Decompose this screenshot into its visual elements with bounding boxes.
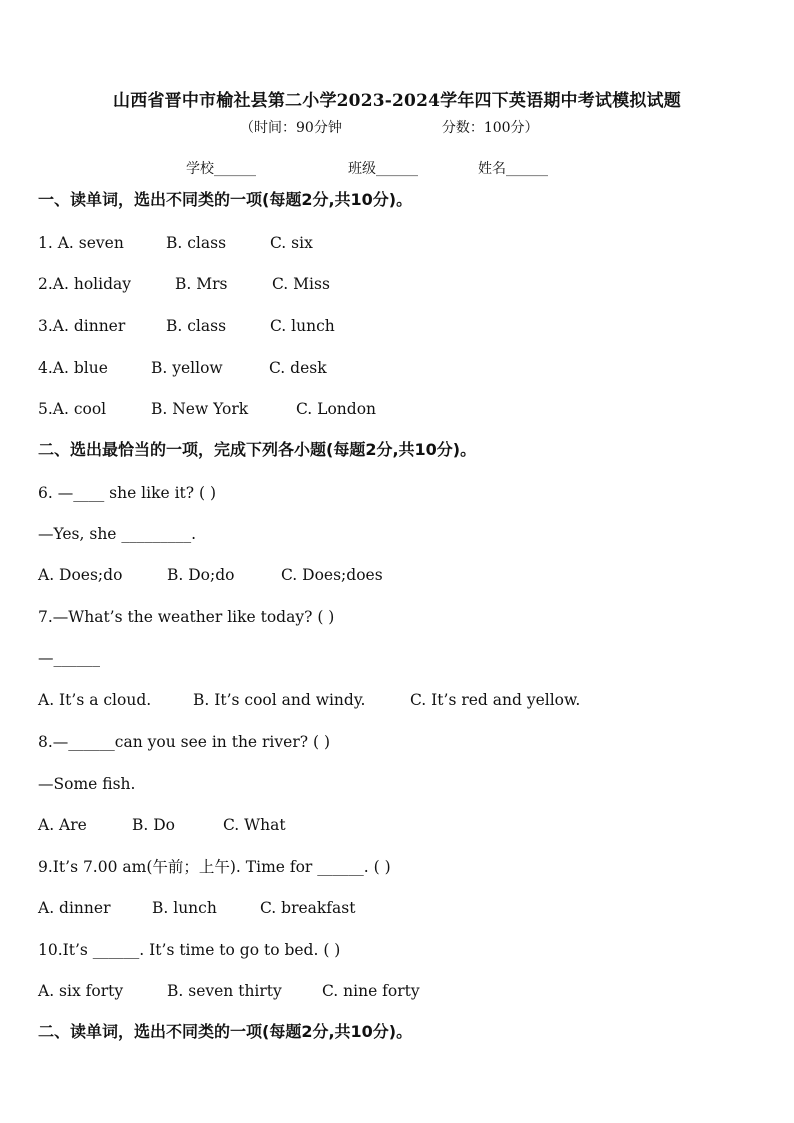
exam-time: （时间：90分钟 (240, 120, 342, 136)
question-8-option-b: B. Do (132, 816, 176, 834)
section-heading-1: 一、读单词，选出不同类的一项(每题2分,共10分)。 (38, 190, 413, 209)
question-6-option-c: C. Does;does (281, 566, 383, 584)
question-3-option-b: B. class (166, 317, 227, 335)
question-2-option-b: B. Mrs (175, 275, 228, 293)
question-9-option-b: B. lunch (152, 899, 217, 917)
question-1-option-a: 1. A. seven (38, 234, 124, 252)
question-4-option-b: B. yellow (151, 359, 223, 377)
question-9-option-a: A. dinner (38, 899, 111, 917)
question-5-option-c: C. London (296, 400, 377, 418)
question-2-option-c: C. Miss (272, 275, 330, 293)
question-10-option-a: A. six forty (38, 982, 124, 1000)
question-8-stem: 8.—______can you see in the river? ( ) (38, 733, 330, 751)
question-8-option-c: C. What (223, 816, 286, 834)
class-field: 班级______ (348, 161, 418, 177)
student-info (186, 158, 548, 178)
question-5-option-a: 5.A. cool (38, 400, 107, 418)
question-7-option-a: A. It’s a cloud. (38, 691, 152, 709)
question-6-stem: 6. —____ she like it? ( ) (38, 484, 217, 502)
question-6-option-b: B. Do;do (167, 566, 235, 584)
name-field: 姓名______ (478, 161, 548, 177)
question-6-option-a: A. Does;do (38, 566, 123, 584)
question-10-stem: 10.It’s ______. It’s time to go to bed. ( ) (38, 941, 341, 959)
exam-score: 分数：100分） (441, 120, 539, 136)
exam-meta (240, 117, 539, 137)
section-heading-3: 二、读单词，选出不同类的一项(每题2分,共10分)。 (38, 1022, 413, 1041)
question-7-answer: —______ (38, 649, 100, 667)
question-2-option-a: 2.A. holiday (38, 275, 131, 293)
school-field: 学校______ (186, 161, 256, 177)
question-9-stem: 9.It’s 7.00 am(午前；上午). Time for ______. ( ) (38, 858, 391, 876)
question-8-answer: —Some fish. (38, 775, 136, 793)
exam-title: 山西省晋中市榆社县第二小学2023-2024学年四下英语期中考试模拟试题 (113, 91, 681, 111)
question-8-option-a: A. Are (38, 816, 87, 834)
question-5-option-b: B. New York (151, 400, 249, 418)
question-7-stem: 7.—What’s the weather like today? ( ) (38, 608, 335, 626)
question-1-option-b: B. class (166, 234, 227, 252)
question-6-answer: —Yes, she _________. (38, 525, 197, 543)
question-3-option-c: C. lunch (270, 317, 335, 335)
question-10-option-b: B. seven thirty (167, 982, 282, 1000)
question-7-option-b: B. It’s cool and windy. (193, 691, 366, 709)
section-heading-2: 二、选出最恰当的一项，完成下列各小题(每题2分,共10分)。 (38, 440, 477, 459)
question-7-option-c: C. It’s red and yellow. (410, 691, 581, 709)
question-3-option-a: 3.A. dinner (38, 317, 126, 335)
question-9-option-c: C. breakfast (260, 899, 356, 917)
question-4-option-a: 4.A. blue (38, 359, 108, 377)
question-1-option-c: C. six (270, 234, 313, 252)
question-4-option-c: C. desk (269, 359, 327, 377)
question-10-option-c: C. nine forty (322, 982, 420, 1000)
